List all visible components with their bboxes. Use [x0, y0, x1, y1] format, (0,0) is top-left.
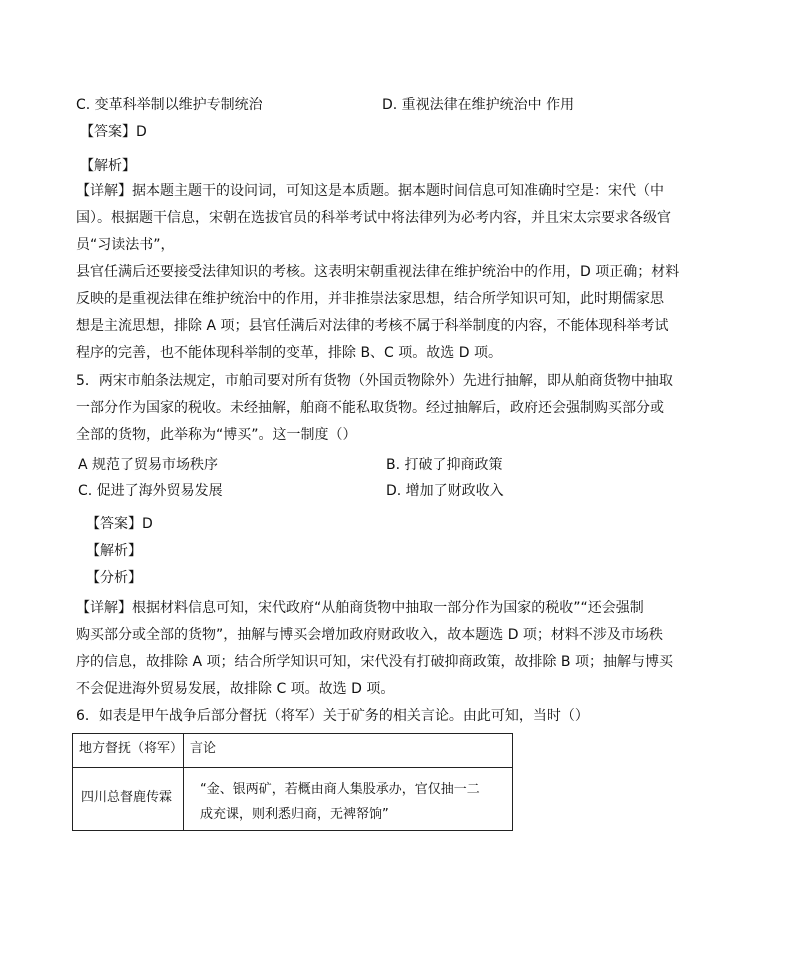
- q5-option-c: C. 促进了海外贸易发展: [78, 483, 223, 499]
- q4-detail-line: 员“习读法书”，: [76, 237, 175, 253]
- table-header-row: [73, 734, 513, 768]
- q4-answer: 【答案】D: [80, 124, 147, 140]
- table-cell: [73, 768, 184, 831]
- q4-detail-line: 想是主流思想，排除 A 项；县官任满后对法律的考核不属于科举制度的内容，不能体现科举考试: [76, 318, 669, 334]
- q5-stem-line: 5．两宋市舶条法规定，市舶司要对所有货物（外国贡物除外）先进行抽解，即从舶商货物中抽取: [76, 373, 673, 389]
- governor-remarks-table: [72, 733, 513, 831]
- q4-detail-line: 国）。根据题干信息，宋朝在选拔官员的科举考试中将法律列为必考内容，并且宋太宗要求各级官: [76, 210, 671, 226]
- q4-detail-line: 县官任满后还要接受法律知识的考核。这表明宋朝重视法律在维护统治中的作用，D 项正确；材料: [76, 264, 680, 280]
- remark-quote-line: “金、银两矿，若概由商人集股承办，官仅抽一二: [200, 782, 480, 797]
- q5-stem-line: 一部分作为国家的税收。未经抽解，舶商不能私取货物。经过抽解后，政府还会强制购买部分或: [76, 400, 664, 416]
- q4-option-d: D. 重视法律在维护统治中 作用: [382, 97, 575, 113]
- q5-option-b: B. 打破了抑商政策: [386, 457, 503, 473]
- q4-option-c: C. 变革科举制以维护专制统治: [76, 97, 263, 113]
- q5-option-d: D. 增加了财政收入: [386, 483, 504, 499]
- header-remarks: 言论: [190, 741, 217, 756]
- q5-detail-line: 【详解】根据材料信息可知，宋代政府“从舶商货物中抽取一部分作为国家的税收”“还会强制: [76, 600, 644, 616]
- q4-detail-line: 【详解】据本题主题干的设问词，可知这是本质题。据本题时间信息可知准确时空是：宋代（中: [76, 183, 664, 199]
- q5-analysis-label: 【解析】: [86, 543, 142, 559]
- header-official: 地方督抚（将军）: [79, 741, 184, 756]
- q5-detail-line: 购买部分或全部的货物”，抽解与博买会增加政府财政收入，故本题选 D 项；材料不涉及市场秩: [76, 627, 663, 643]
- q5-detail-line: 序的信息，故排除 A 项；结合所学知识可知，宋代没有打破抑商政策，故排除 B 项；抽解与博买: [76, 654, 673, 670]
- remark-quote: [184, 768, 512, 827]
- table-cell: [184, 768, 513, 831]
- q5-detail: [76, 595, 676, 703]
- q5-option-a: A 规范了贸易市场秩序: [78, 457, 219, 473]
- q5-answer: 【答案】D: [86, 516, 153, 532]
- q5-detail-line: 不会促进海外贸易发展，故排除 C 项。故选 D 项。: [76, 681, 395, 697]
- q4-analysis-label: 【解析】: [80, 158, 136, 174]
- remark-quote-line: 成充课，则利悉归商，无裨帑饷”: [200, 807, 389, 822]
- q6-stem: 6．如表是甲午战争后部分督抚（将军）关于矿务的相关言论。由此可知，当时（）: [76, 708, 589, 724]
- table-header-cell: [73, 734, 184, 768]
- q5-fenxi-label: 【分析】: [86, 570, 142, 586]
- q4-detail: [76, 178, 680, 367]
- table-row: [73, 768, 513, 831]
- q5-stem: [76, 368, 676, 449]
- q4-detail-line: 程序的完善，也不能体现科举制的变革，排除 B、C 项。故选 D 项。: [76, 345, 502, 361]
- table-header-cell: [184, 734, 513, 768]
- q5-stem-line: 全部的货物，此举称为“博买”。这一制度（）: [76, 427, 357, 443]
- q4-detail-line: 反映的是重视法律在维护统治中的作用，并非推崇法家思想，结合所学知识可知，此时期儒家思: [76, 291, 664, 307]
- official-name: 四川总督鹿传霖: [81, 790, 173, 805]
